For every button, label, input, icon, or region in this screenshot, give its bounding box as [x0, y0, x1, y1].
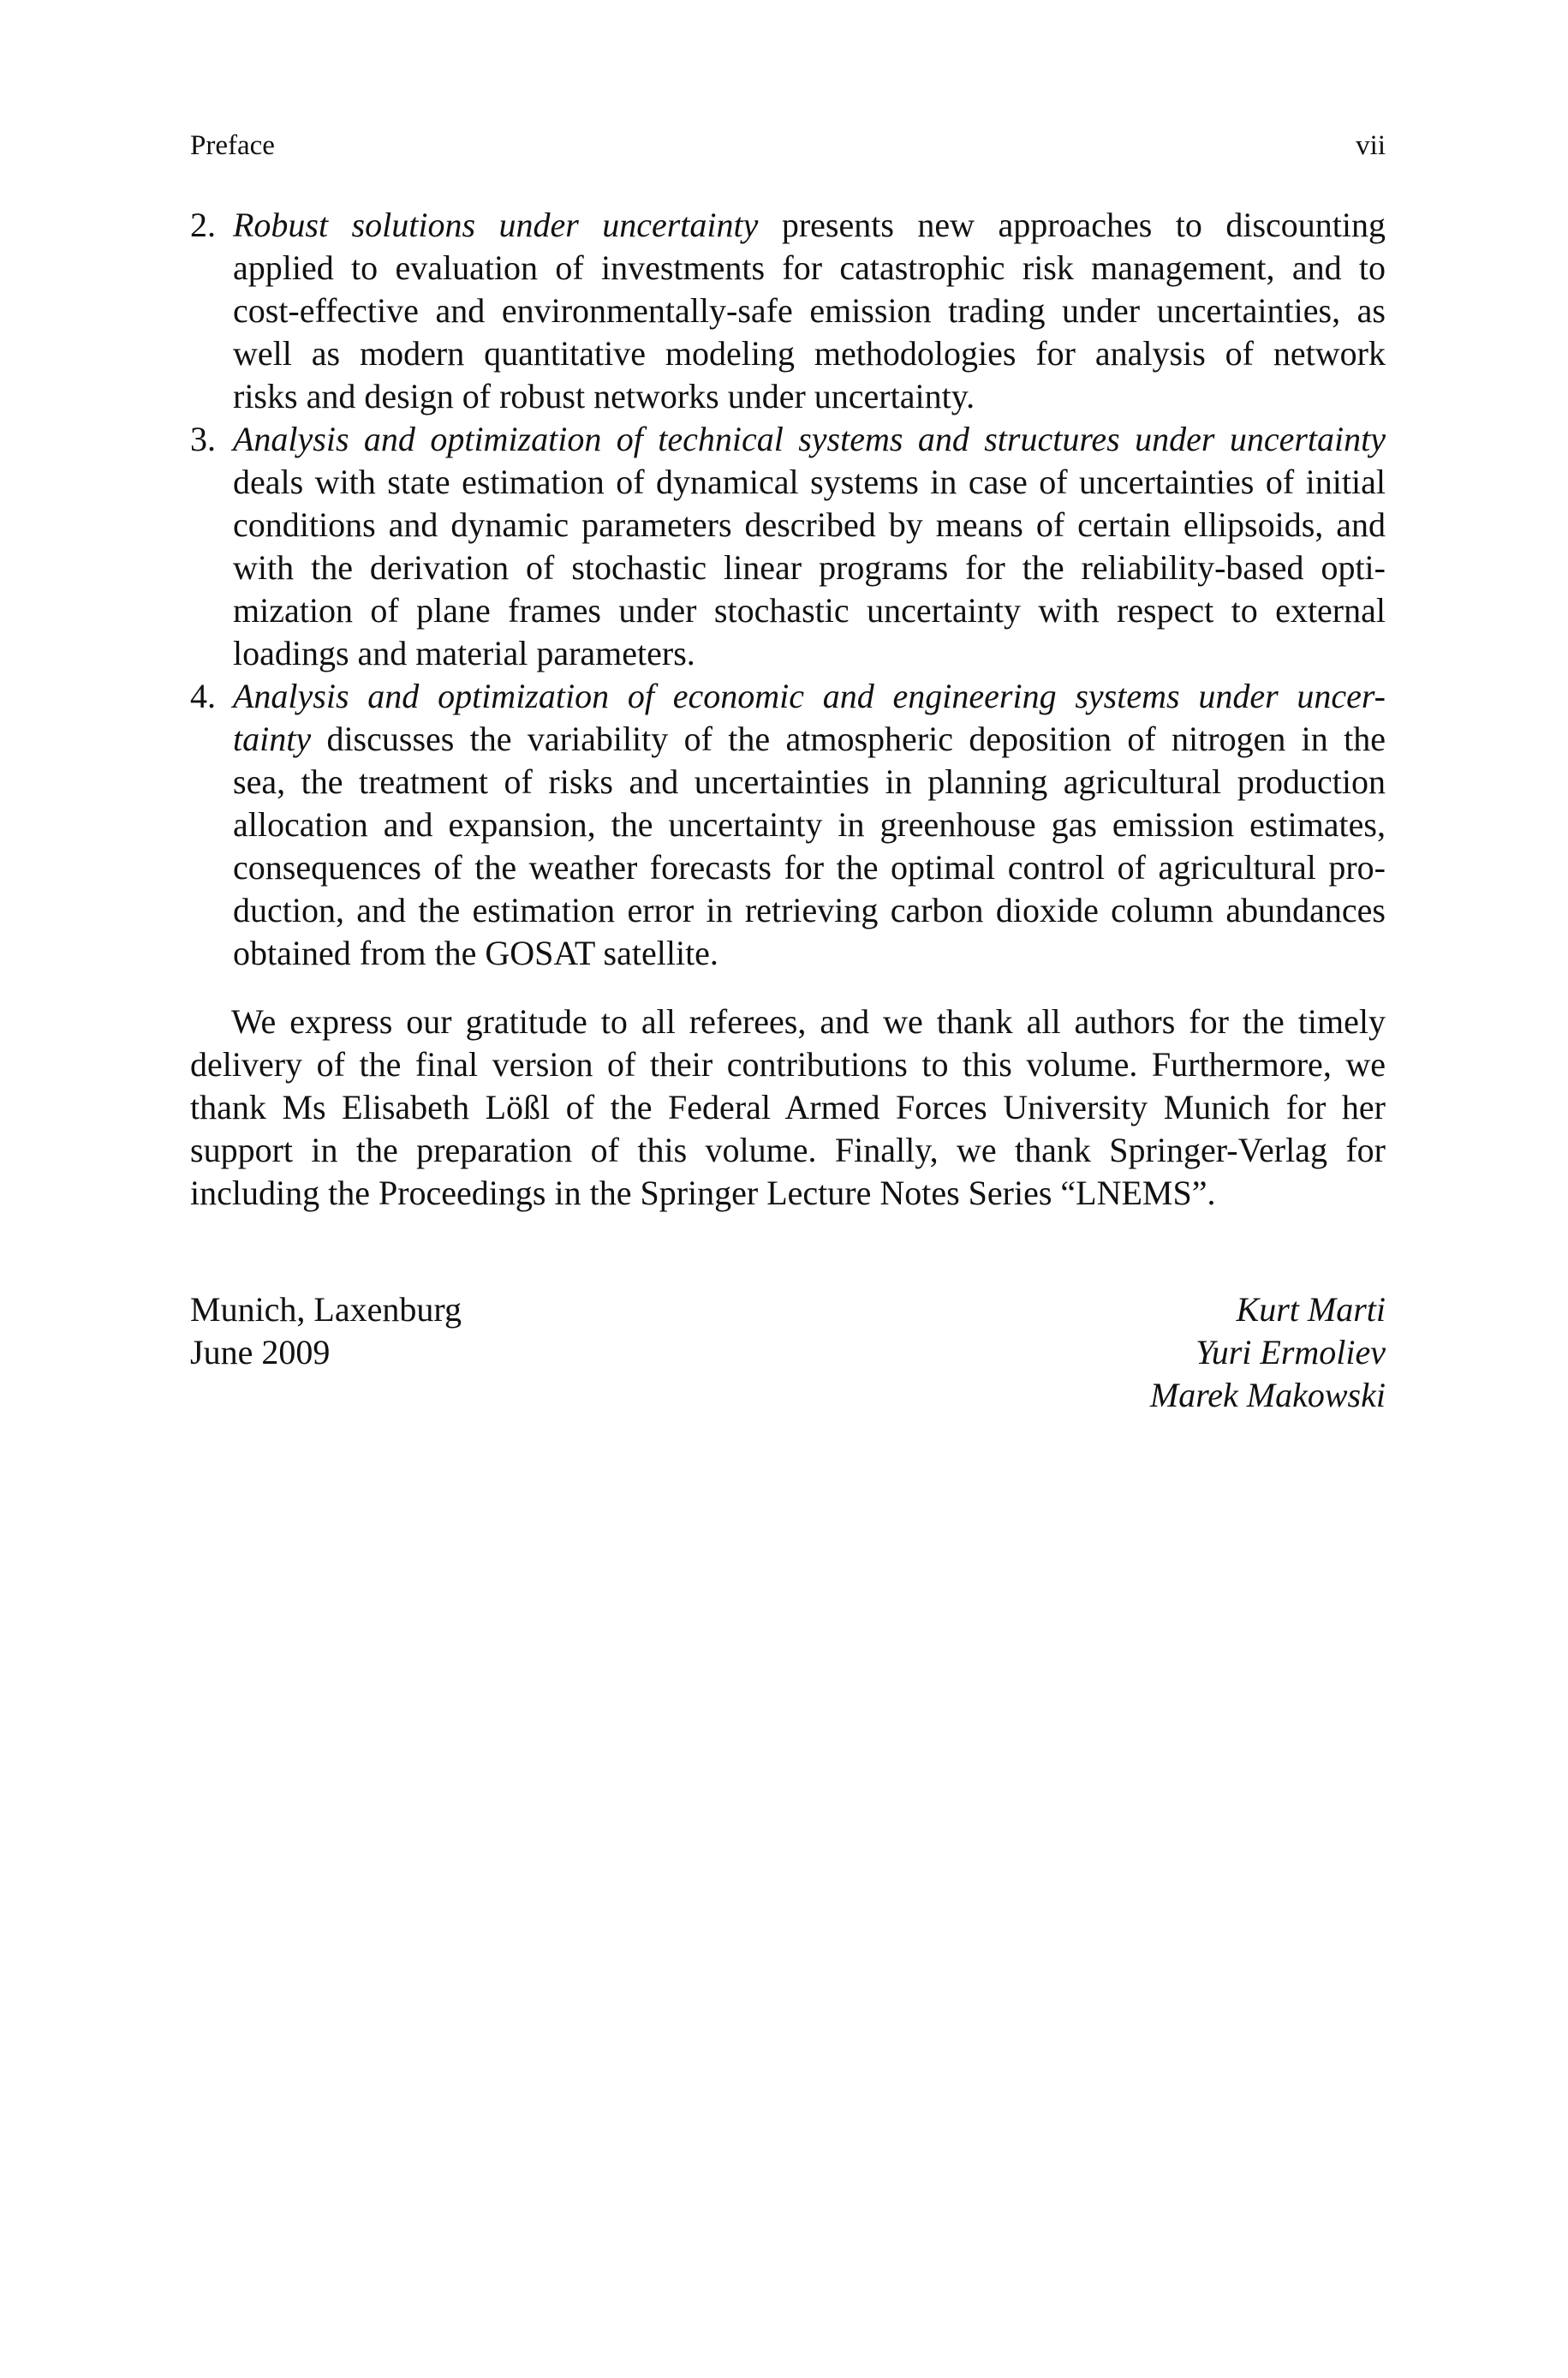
- text-line: [190, 1086, 1386, 1129]
- text-line: [233, 718, 1386, 761]
- text-line: [233, 761, 1386, 804]
- text-run: allocation and expansion, the uncertainty in greenhouse gas emission estimates,: [233, 805, 1386, 844]
- text-line: [233, 375, 1386, 418]
- text-line: [233, 675, 1386, 718]
- text-run: duction, and the estimation error in retrieving carbon dioxide column abundances: [233, 891, 1386, 929]
- text-run: thank Ms Elisabeth Lößl of the Federal Armed Forces University Munich for her: [190, 1088, 1386, 1126]
- signature-author: Kurt Marti: [1236, 1290, 1386, 1329]
- text-line: [233, 547, 1386, 589]
- list-number: 4.: [190, 677, 216, 715]
- text-line: [233, 204, 1386, 247]
- italic-title: Analysis and optimization of technical systems and structures under uncertainty: [233, 420, 1386, 458]
- italic-title: Robust solutions under uncertainty: [233, 206, 759, 244]
- text-run: deals with state estimation of dynamical systems in case of uncertainties of initial: [233, 463, 1386, 501]
- running-header-title: Preface: [190, 130, 275, 161]
- text-run: obtained from the GOSAT satellite.: [233, 934, 718, 972]
- text-run: presents new approaches to discounting: [758, 206, 1386, 244]
- text-run: discusses the variability of the atmospheric deposition of nitrogen in the: [311, 720, 1386, 758]
- text-line: [233, 846, 1386, 889]
- text-run: We express our gratitude to all referees, and we thank all authors for the timely: [231, 1002, 1386, 1041]
- text-line: [233, 290, 1386, 332]
- list-number: 2.: [190, 206, 216, 244]
- text-run: support in the preparation of this volume. Finally, we thank Springer-Verlag for: [190, 1131, 1386, 1169]
- text-run: sea, the treatment of risks and uncertainties in planning agricultural production: [233, 762, 1386, 801]
- list-number: 3.: [190, 420, 216, 458]
- text-run: loadings and material parameters.: [233, 634, 695, 672]
- signature-author: Marek Makowski: [1149, 1376, 1386, 1414]
- text-run: delivery of the final version of their contributions to this volume. Furthermore, we: [190, 1045, 1386, 1084]
- text-run: including the Proceedings in the Springer Lecture Notes Series “LNEMS”.: [190, 1174, 1216, 1212]
- text-run: well as modern quantitative modeling methodologies for analysis of network: [233, 334, 1386, 373]
- text-line: [190, 1043, 1386, 1086]
- text-line: [233, 889, 1386, 932]
- text-line: [233, 804, 1386, 846]
- text-run: cost-effective and environmentally-safe emission trading under uncertainties, as: [233, 291, 1386, 330]
- italic-title: tainty: [233, 720, 312, 758]
- text-run: with the derivation of stochastic linear programs for the reliability-based opti-: [233, 548, 1386, 587]
- text-run: conditions and dynamic parameters described by means of certain ellipsoids, and: [233, 505, 1386, 544]
- page-number: vii: [1356, 130, 1386, 161]
- text-line: [233, 332, 1386, 375]
- text-run: risks and design of robust networks under uncertainty.: [233, 377, 975, 415]
- text-run: consequences of the weather forecasts for the optimal control of agricultural pro-: [233, 848, 1386, 887]
- text-run: mization of plane frames under stochastic uncertainty with respect to external: [233, 591, 1386, 630]
- text-line: [233, 247, 1386, 290]
- signature-date: June 2009: [190, 1333, 331, 1371]
- italic-title: Analysis and optimization of economic and engineering systems under uncer-: [233, 677, 1386, 715]
- signature-author: Yuri Ermoliev: [1195, 1333, 1386, 1371]
- text-line: [190, 1172, 1386, 1215]
- text-line: [233, 504, 1386, 547]
- text-line: [233, 589, 1386, 632]
- text-run: applied to evaluation of investments for catastrophic risk management, and to: [233, 248, 1386, 287]
- text-line: [233, 418, 1386, 461]
- text-line: [233, 632, 1386, 675]
- signature-place: Munich, Laxenburg: [190, 1290, 462, 1329]
- text-line: [190, 1129, 1386, 1172]
- text-line: [190, 1001, 1386, 1043]
- text-line: [233, 932, 1386, 975]
- text-line: [233, 461, 1386, 504]
